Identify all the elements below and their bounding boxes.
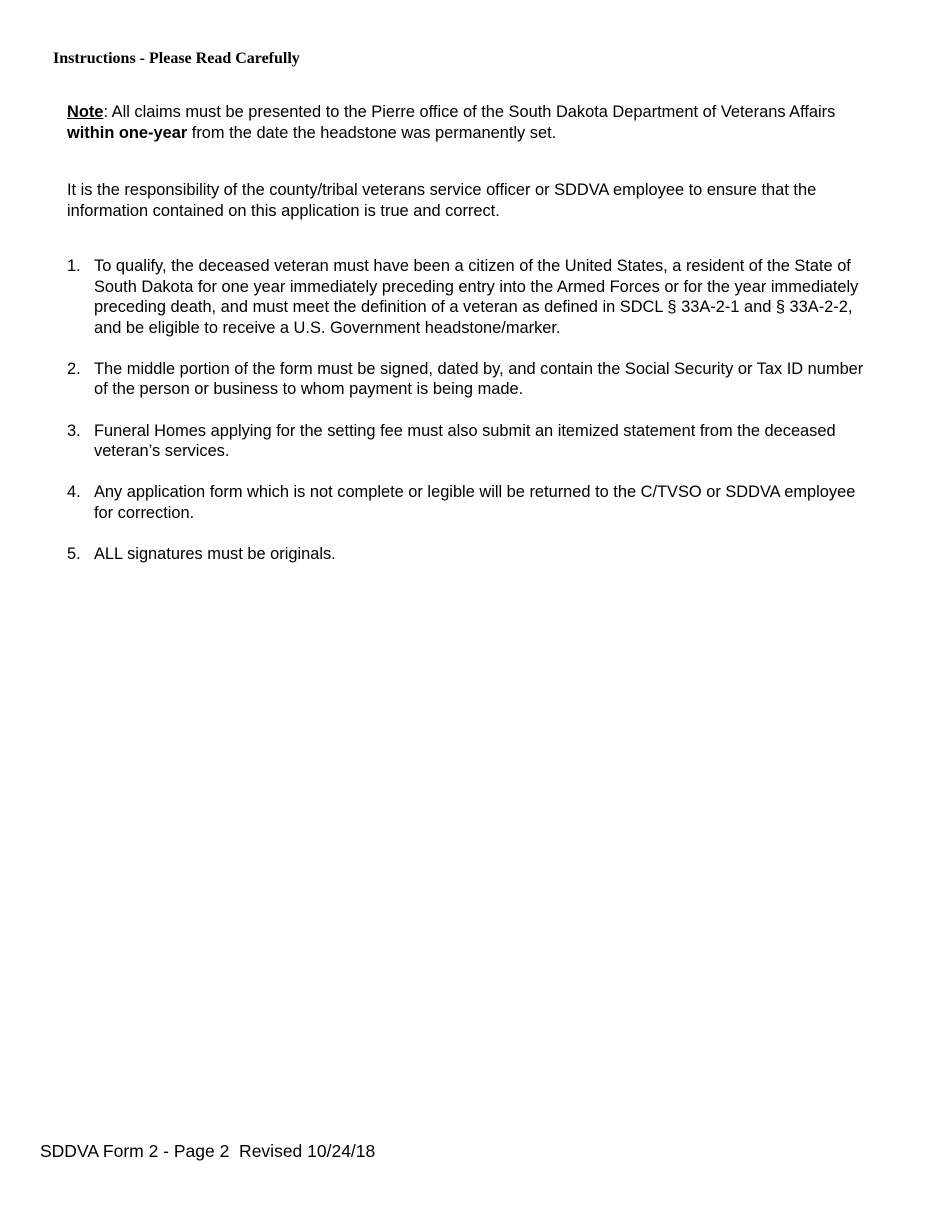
note-text-end: from the date the headstone was permanently set. bbox=[187, 123, 557, 142]
list-item-number: 5. bbox=[67, 544, 81, 563]
list-item-text: The middle portion of the form must be signed, dated by, and contain the Social Security or Tax ID number of the person or business to whom payment is being made. bbox=[94, 359, 864, 399]
list-item-number: 1. bbox=[67, 257, 81, 275]
list-item-text: Any application form which is not complete or legible will be returned to the C/TVSO or SDDVA employee for correction. bbox=[94, 483, 856, 522]
instructions-list bbox=[67, 256, 877, 585]
note-deadline: within one-year bbox=[67, 123, 188, 142]
form-footer: SDDVA Form 2 - Page 2 Revised 10/24/18 bbox=[40, 1141, 376, 1161]
note-text-start: : All claims must be presented to the Pierre office of the South Dakota Department of Veterans Affairs bbox=[103, 103, 836, 121]
list-item bbox=[67, 256, 877, 338]
list-item-text: To qualify, the deceased veteran must have been a citizen of the United States, a resident of the State of South Dakota for one year immediately preceding entry into the Armed Forces or for the year immediately preceding death, and must meet the definition of a veteran as defined in SDCL § 33A-2-1 and § 33A-2-2, and be eligible to receive a U.S. Government headstone/marker. bbox=[94, 257, 859, 337]
list-item-text: Funeral Homes applying for the setting fee must also submit an itemized statement from the deceased veteran’s services. bbox=[94, 421, 836, 461]
list-item-number: 4. bbox=[67, 483, 81, 502]
note-label: Note bbox=[67, 103, 104, 121]
list-item bbox=[67, 482, 877, 523]
list-item bbox=[67, 544, 877, 565]
page-heading: Instructions - Please Read Carefully bbox=[53, 50, 300, 67]
list-item bbox=[67, 421, 877, 462]
list-item-number: 2. bbox=[67, 359, 81, 378]
responsibility-paragraph: It is the responsibility of the county/tribal veterans service officer or SDDVA employee to ensure that the information contained on this application is true and correct. bbox=[67, 181, 817, 220]
list-item-number: 3. bbox=[67, 421, 81, 440]
list-item bbox=[67, 359, 877, 400]
list-item-text: ALL signatures must be originals. bbox=[94, 544, 336, 563]
note-paragraph bbox=[67, 102, 877, 143]
